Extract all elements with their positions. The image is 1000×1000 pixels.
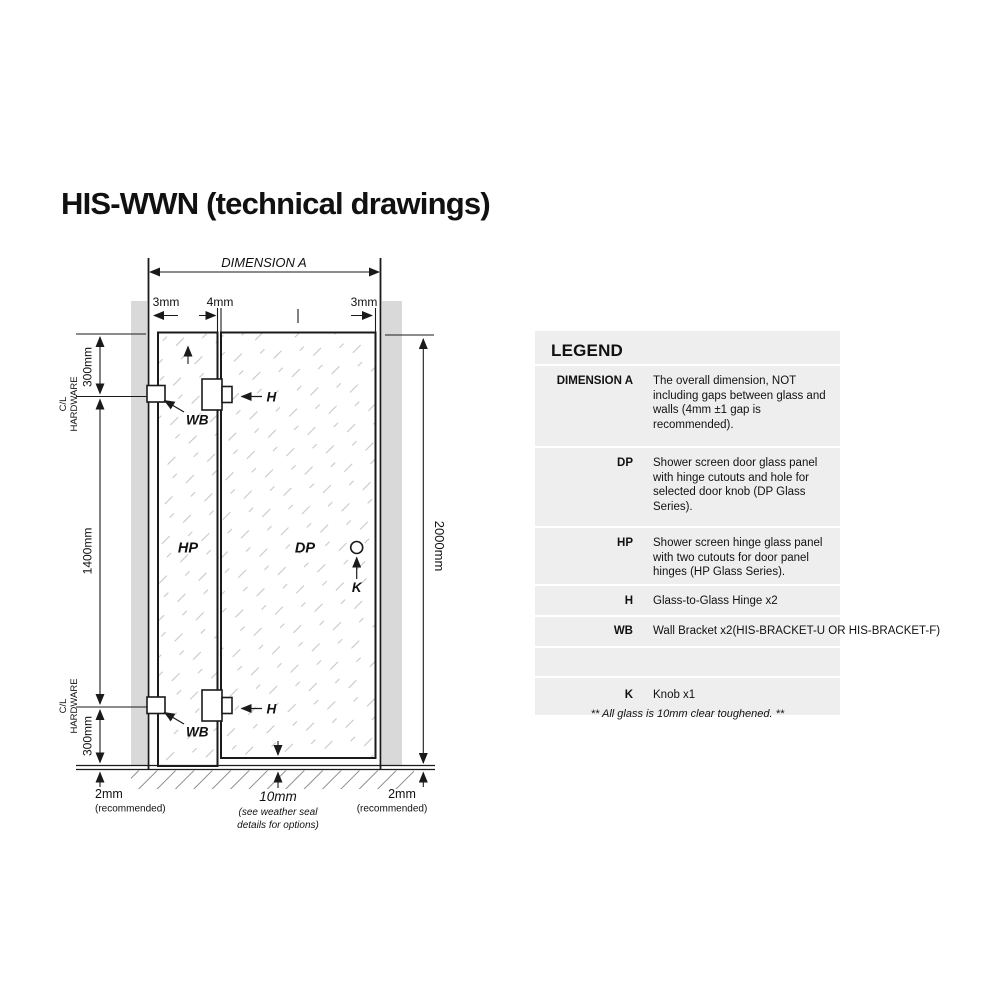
legend-def: The overall dimension, NOT including gaps between glass and walls (4mm ±1 gap is recommended). — [653, 375, 826, 431]
page-title: HIS-WWN (technical drawings) — [61, 186, 490, 221]
wall-left — [131, 301, 147, 766]
dim-2000-label: 2000mm — [432, 520, 447, 572]
legend-row-wb — [535, 615, 941, 646]
legend-term: HP — [617, 537, 633, 549]
gap-10mm-note-2: details for options) — [237, 820, 319, 831]
hinge-bottom-label: H — [266, 701, 277, 717]
dp-panel-label: DP — [294, 540, 316, 557]
dim-300-top-label: 300mm — [80, 346, 95, 388]
gap-4mm-label: 4mm — [206, 295, 234, 309]
legend-term — [535, 648, 633, 676]
gap-2mm-left-note: (recommended) — [95, 803, 166, 815]
legend-row-dp — [535, 446, 840, 526]
legend-heading: LEGEND — [551, 341, 624, 360]
legend-term: DIMENSION A — [556, 375, 633, 387]
legend-def: Wall Bracket x2(HIS-BRACKET-U OR HIS-BRACKET-F) — [653, 625, 941, 637]
wall-bracket-top — [147, 386, 165, 403]
legend-row-dimension-a — [535, 364, 840, 446]
dimension-a-label: DIMENSION A — [221, 255, 307, 270]
hinge-top — [202, 379, 222, 410]
legend-footnote: ** All glass is 10mm clear toughened. ** — [590, 708, 785, 720]
wall-right — [382, 301, 402, 766]
legend-def: Glass-to-Glass Hinge x2 — [653, 594, 778, 607]
hp-panel-label: HP — [177, 540, 199, 557]
cl-hardware-bottom-label: HARDWARE — [69, 678, 80, 734]
legend-row-h — [535, 584, 840, 616]
gap-10mm-label: 10mm — [259, 789, 297, 804]
cl-bottom-label: C/L — [58, 698, 69, 714]
gap-3mm-left-label: 3mm — [152, 295, 180, 309]
hinge-top-label: H — [266, 389, 277, 405]
hinge-bottom — [202, 690, 222, 721]
top-gap-dims — [154, 308, 376, 333]
hinge-bottom-tab — [222, 698, 232, 714]
legend-def — [633, 648, 829, 676]
legend-def: Knob x1 — [653, 688, 696, 701]
cl-top-label: C/L — [58, 396, 69, 412]
knob-label: K — [351, 580, 362, 595]
dim-300-bottom-label: 300mm — [80, 715, 95, 757]
wall-bracket-bottom — [147, 697, 165, 714]
gap-10mm-note-1: (see weather seal — [238, 807, 318, 818]
floor — [76, 766, 435, 790]
bracket-top-label: WB — [186, 412, 209, 428]
knob-circle — [351, 542, 363, 554]
legend-def: Shower screen door glass panel with hinge cutouts and hole for selected door knob (DP Glass Series). — [653, 457, 818, 513]
legend-term: DP — [617, 457, 633, 469]
floor-hatch — [131, 771, 414, 790]
hinge-top-tab — [222, 387, 232, 403]
legend-row-hp — [535, 526, 840, 584]
gap-3mm-right-label: 3mm — [350, 295, 378, 309]
legend-panel — [535, 331, 941, 715]
cl-hardware-top-label: HARDWARE — [69, 376, 80, 432]
dim-1400-label: 1400mm — [80, 527, 95, 575]
legend-def: Shower screen hinge glass panel with two cutouts for door panel hinges (HP Glass Series). — [653, 537, 823, 578]
legend-row-empty — [535, 646, 840, 676]
gap-2mm-right-label: 2mm — [388, 787, 416, 801]
legend-term: H — [624, 594, 633, 607]
legend-term: WB — [613, 625, 633, 637]
bracket-bottom-label: WB — [186, 724, 209, 740]
legend-term: K — [624, 688, 633, 701]
gap-2mm-left-label: 2mm — [95, 787, 123, 801]
gap-2mm-right-note: (recommended) — [356, 803, 428, 815]
